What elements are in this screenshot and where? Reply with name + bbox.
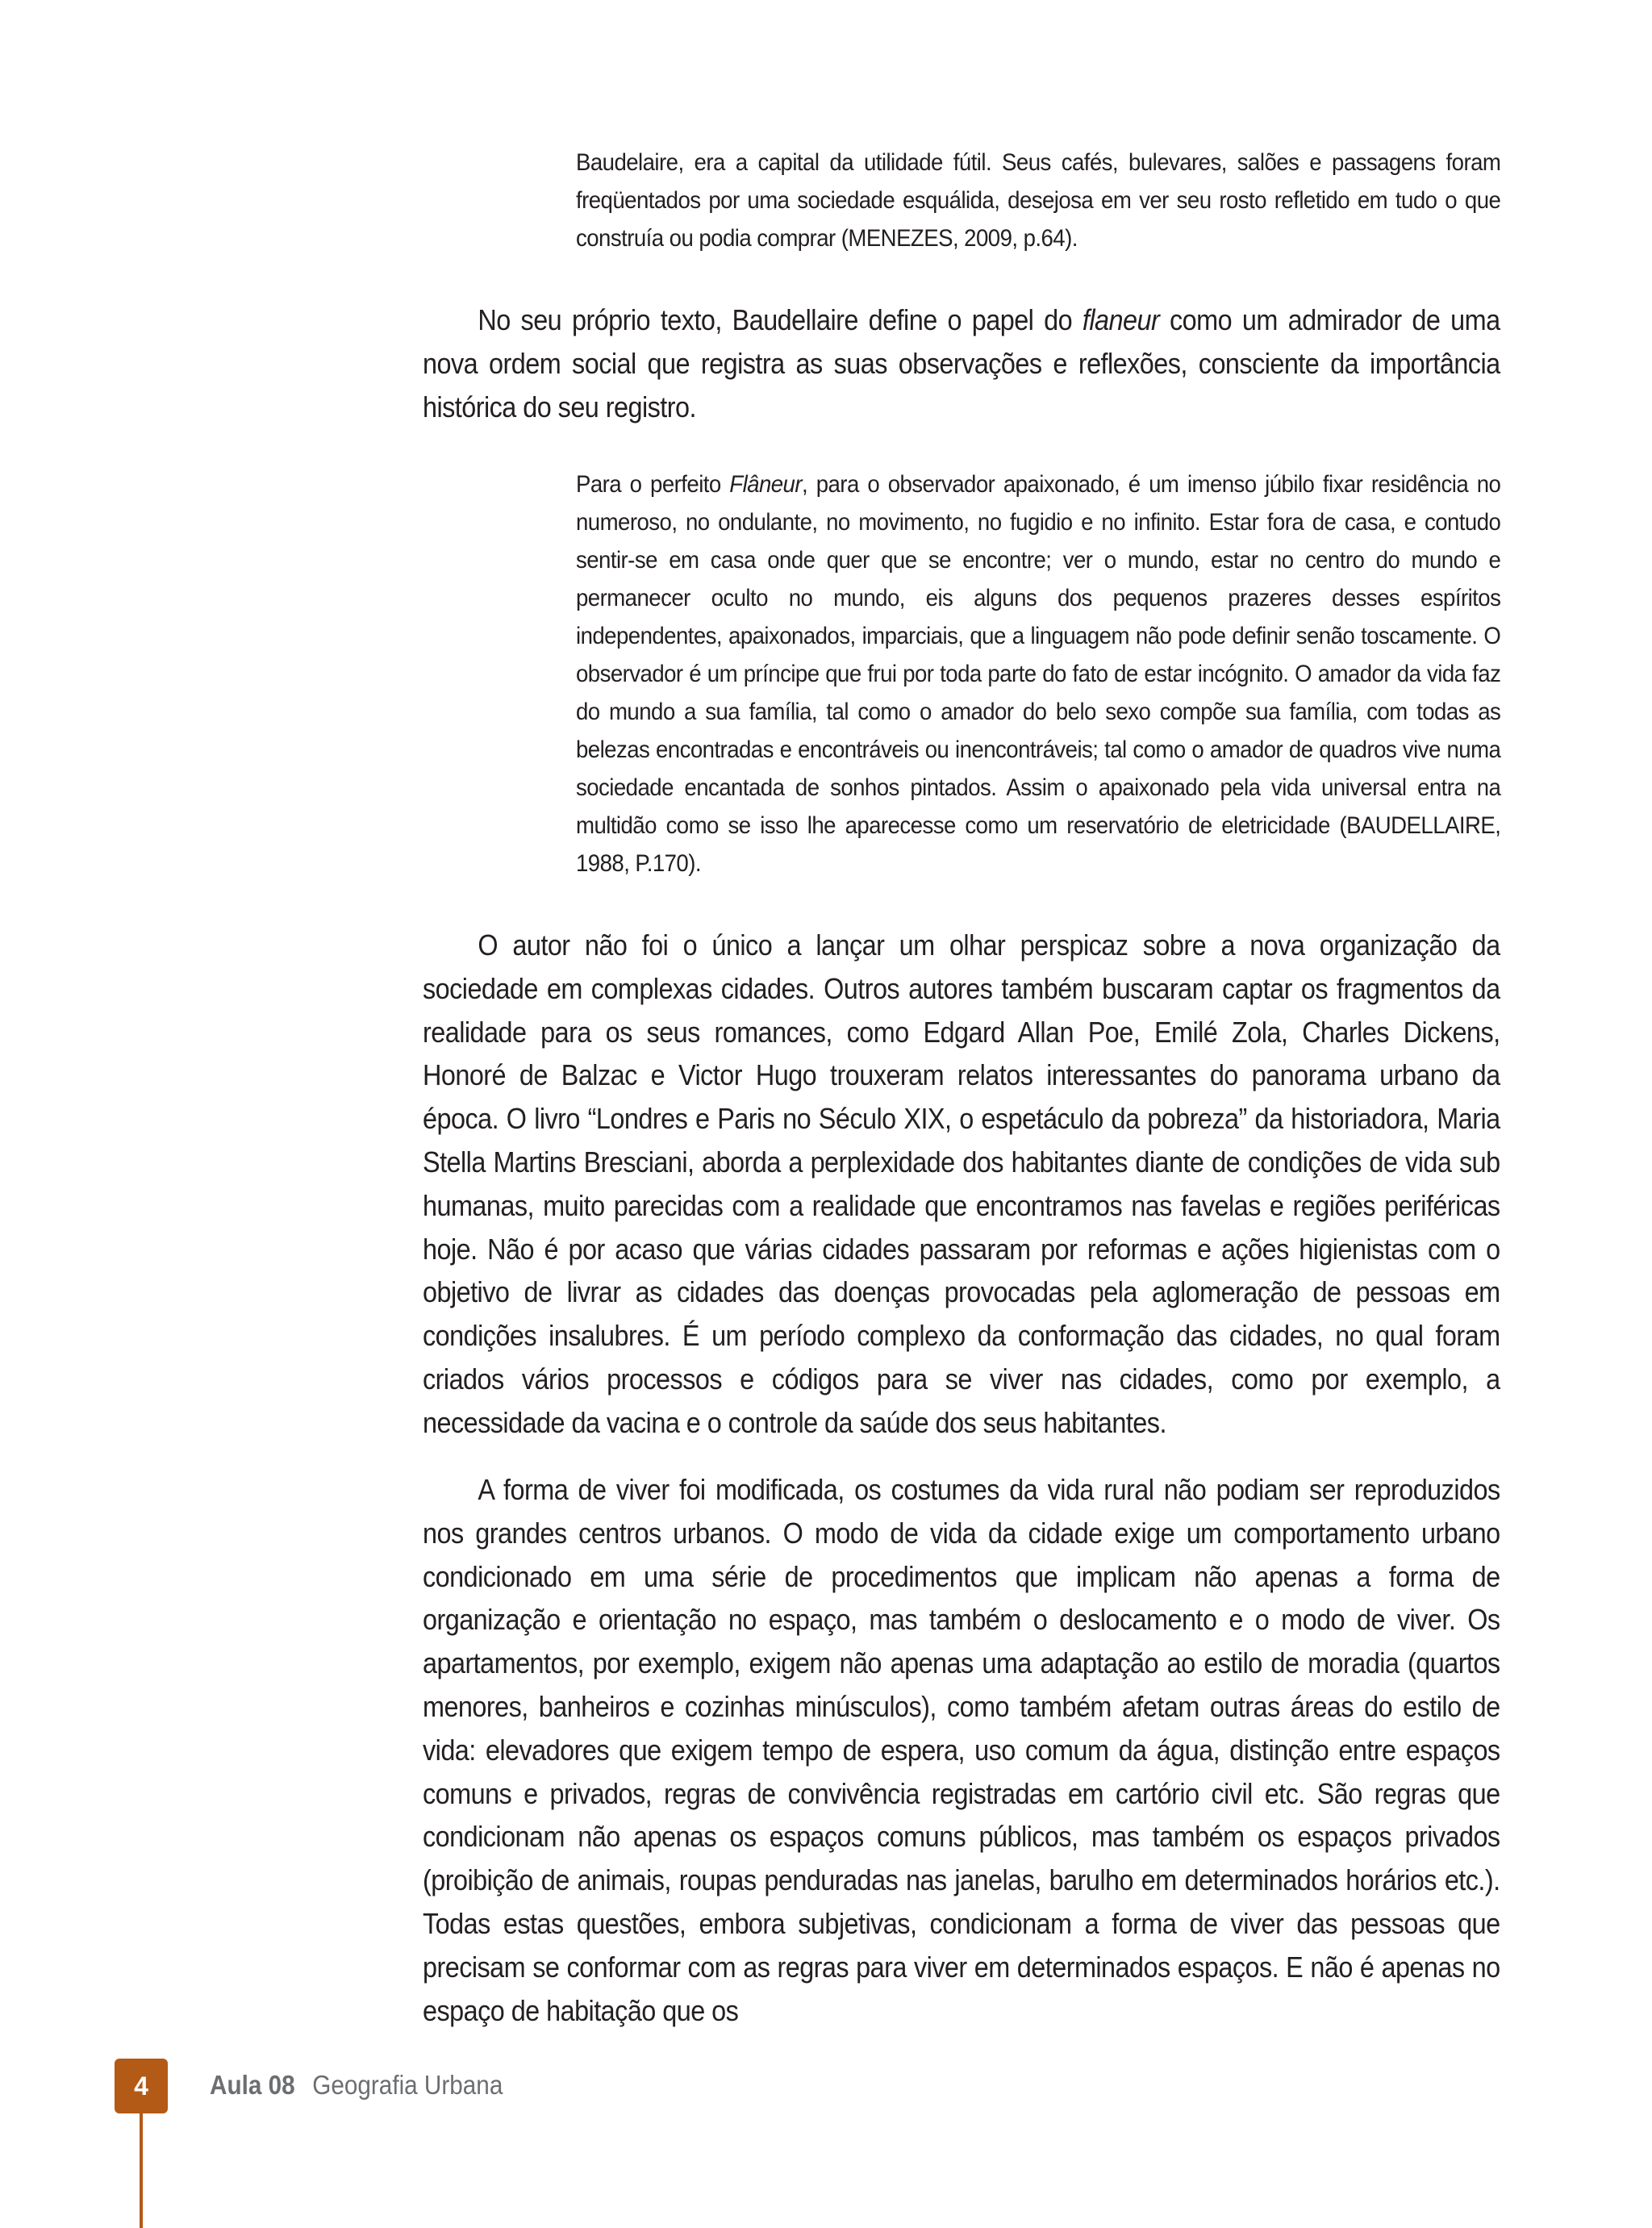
emphasis-flaneur-quote: Flâneur xyxy=(729,471,803,498)
paragraph-flaneur xyxy=(423,298,1500,428)
block-quote-baudellaire xyxy=(576,465,1500,882)
paragraph-text: como um admirador de uma nova ordem social que registra as suas observações e reflexões, consciente da importância histórica do seu registro. xyxy=(423,303,1500,423)
paragraph-authors xyxy=(423,924,1500,1445)
paragraph-text: No seu próprio texto, Baudellaire define o papel do xyxy=(478,303,1083,336)
block-quote-menezes xyxy=(576,144,1500,257)
paragraph-text: A forma de viver foi modificada, os costumes da vida rural não podiam ser reproduzidos nos grandes centros urbanos. O modo de vida da cidade exige um comportamento urbano condicionado em uma série de procedimentos que implicam não apenas a forma de organização e orientação no espaço, mas também o deslocamento e o modo de viver. Os apartamentos, por exemplo, exigem não apenas uma adaptação ao estilo de moradia (quartos menores, banheiros e cozinhas minúsculos), como também afetam outras áreas do estilo de vida: elevadores que exigem tempo de espera, uso comum da água, distinção entre espaços comuns e privados, regras de convivência registradas em cartório civil etc. São regras que condicionam não apenas os espaços comuns públicos, mas também os espaços privados (proibição de animais, roupas penduradas nas janelas, barulho em determinados horários etc.). Todas estas questões, embora subjetivas, condicionam a forma de viver das pessoas que precisam se conformar com as regras para viver em determinados espaços. E não é apenas no espaço de habitação que os xyxy=(423,1473,1500,2027)
paragraph-urban-life xyxy=(423,1468,1500,2032)
page-number: 4 xyxy=(134,2071,148,2101)
quote-text: Para o perfeito xyxy=(576,471,730,498)
quote-text: , para o observador apaixonado, é um imenso júbilo fixar residência no numeroso, no ondulante, no movimento, no fugidio e no infinito. Estar fora de casa, e contudo sentir-se em casa onde quer que se encontre; ver o mundo, estar no centro do mundo e permanecer oculto no mundo, eis alguns dos pequenos prazeres desses espíritos independentes, apaixonados, imparciais, que a linguagem não pode definir senão toscamente. O observador é um príncipe que frui por toda parte do fato de estar incógnito. O amador da vida faz do mundo a sua família, tal como o amador do belo sexo compõe sua família, com todas as belezas encontradas e encontráveis ou inencontráveis; tal como o amador de quadros vive numa sociedade encantada de sonhos pintados. Assim o apaixonado pela vida universal entra na multidão como se isso lhe aparecesse como um reservatório de eletricidade (BAUDELLAIRE, 1988, P.170). xyxy=(576,471,1501,877)
quote-text: Baudelaire, era a capital da utilidade fútil. Seus cafés, bulevares, salões e passagens foram freqüentados por uma sociedade esquálida, desejosa em ver seu rosto refletido em tudo o que construía ou podia comprar (MENEZES, 2009, p.64). xyxy=(576,149,1501,252)
course-title: Geografia Urbana xyxy=(312,2070,503,2100)
emphasis-flaneur: flaneur xyxy=(1082,303,1160,336)
lesson-label: Aula 08 xyxy=(210,2070,295,2100)
paragraph-text: O autor não foi o único a lançar um olhar perspicaz sobre a nova organização da sociedade em complexas cidades. Outros autores também buscaram captar os fragmentos da realidade para os seus romances, como Edgard Allan Poe, Emilé Zola, Charles Dickens, Honoré de Balzac e Victor Hugo trouxeram relatos interessantes do panorama urbano da época. O livro “Londres e Paris no Século XIX, o espetáculo da pobreza” da historiadora, Maria Stella Martins Bresciani, aborda a perplexidade dos habitantes diante de condições de vida sub humanas, muito parecidas com a realidade que encontramos nas favelas e regiões periféricas hoje. Não é por acaso que várias cidades passaram por reformas e ações higienistas com o objetivo de livrar as cidades das doenças provocadas pela aglomeração de pessoas em condições insalubres. É um período complexo da conformação das cidades, no qual foram criados vários processos e códigos para se viver nas cidades, como por exemplo, a necessidade da vacina e o controle da saúde dos seus habitantes. xyxy=(423,928,1500,1439)
